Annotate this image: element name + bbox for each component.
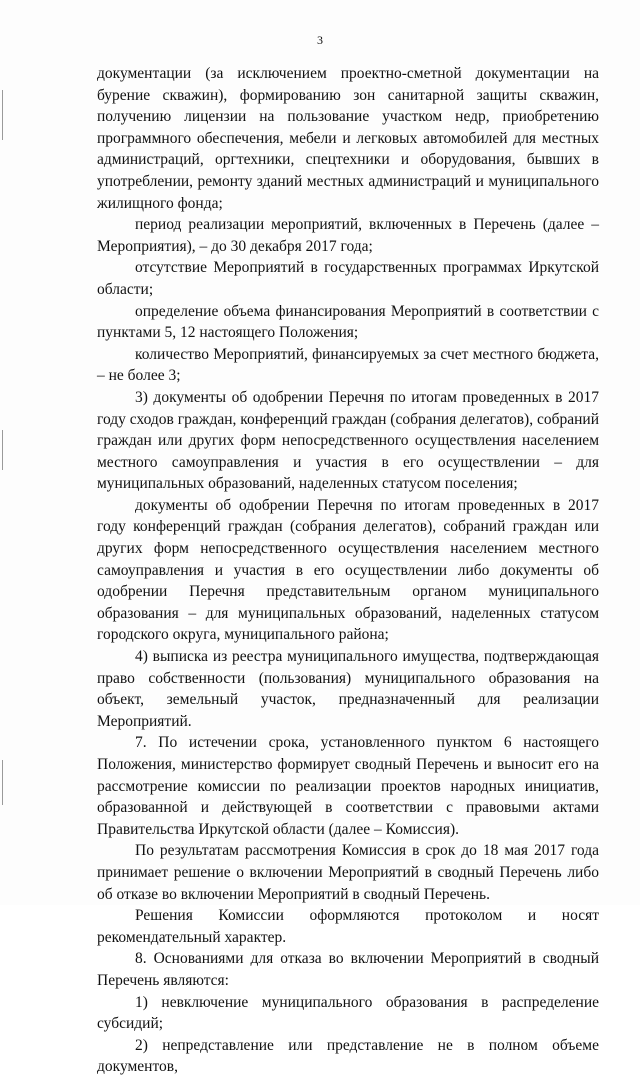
paragraph: количество Мероприятий, финансируемых за счет местного бюджета, – не более 3; (97, 345, 599, 385)
paragraph: 8. Основаниями для отказа во включении Мероприятий в сводный Перечень являются: (97, 950, 599, 989)
paragraph: документы об одобрении Перечня по итогам проведенных в 2017 году конференций граждан (собрания делегатов), собраний граждан или других форм непосредственного осуществления населением местного самоуправления и участия в его осуществлении либо документы об одобрении Перечня представительным органом муниципального образования – для муниципальных образований, наделенных статусом городского округа, муниципального района; (97, 496, 599, 644)
scan-edge-mark (2, 430, 3, 470)
paragraph: документации (за исключением проектно-сметной документации на бурение скважин), формированию зон санитарной защиты скважин, получению лицензии на пользование участком недр, приобретению программного обеспечения, мебели и легковых автомобилей для местных администраций, оргтехники, спецтехники и оборудования, бывших в употреблении, ремонту зданий местных администраций и муниципального жилищного фонда; (97, 65, 599, 212)
paragraph: 4) выписка из реестра муниципального имущества, подтверждающая право собственности (пользования) муниципального образования на объект, земельный участок, предназначенный для реализации Мероприятий. (97, 648, 599, 730)
document-body (97, 63, 599, 1078)
paragraph: отсутствие Мероприятий в государственных программах Иркутской области; (97, 259, 599, 298)
paragraph: По результатам рассмотрения Комиссия в срок до 18 мая 2017 года принимает решение о включении Мероприятий в сводный Перечень либо об отказе во включении Мероприятий в сводный Перечень. (97, 842, 599, 903)
scan-edge-mark (2, 760, 3, 805)
paragraph: период реализации мероприятий, включенных в Перечень (далее – Мероприятия), – до 30 декабря 2017 года; (97, 216, 599, 255)
page-number: 3 (317, 33, 323, 47)
paragraph: Решения Комиссии оформляются протоколом и носят рекомендательный характер. (97, 907, 599, 946)
paragraph: 7. По истечении срока, установленного пунктом 6 настоящего Положения, министерство формирует сводный Перечень и выносит его на рассмотрение комиссии по реализации проектов народных инициатив, образованной и действующей в соответствии с правовыми актами Правительства Иркутской области (далее – Комиссия). (97, 734, 599, 838)
paragraph: 1) невключение муниципального образования в распределение субсидий; (97, 993, 599, 1033)
paragraph: 2) непредставление или представление не в полном объеме документов, (97, 1036, 599, 1076)
scan-edge-mark (2, 90, 3, 140)
paragraph: определение объема финансирования Мероприятий в соответствии с пунктами 5, 12 настоящего Положения; (97, 302, 599, 342)
paragraph: 3) документы об одобрении Перечня по итогам проведенных в 2017 году сходов граждан, конференций граждан (собрания делегатов), собраний граждан или других форм непосредственного осуществления населением местного самоуправления и участия в его осуществлении – для муниципальных образований, наделенных статусом поселения; (97, 388, 599, 493)
